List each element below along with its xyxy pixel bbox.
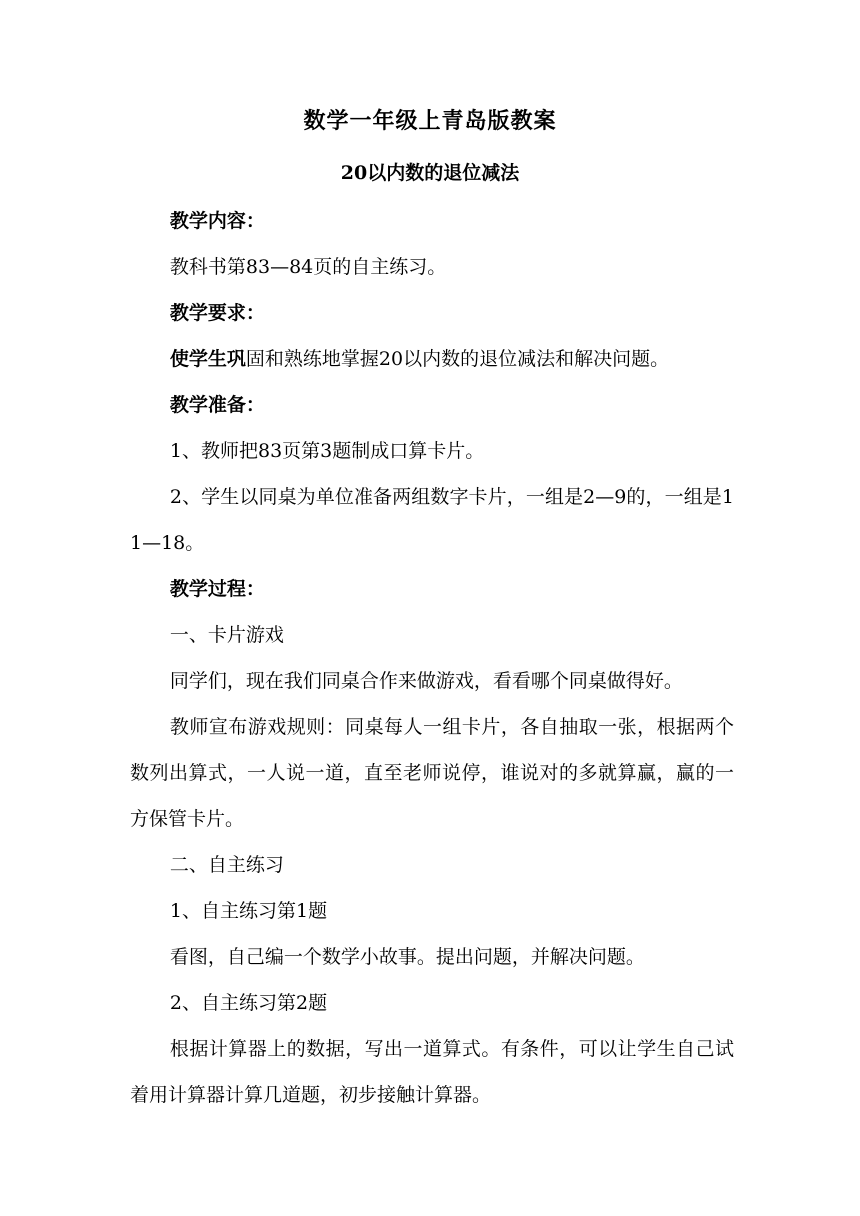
exercise-2-text: 根据计算器上的数据，写出一道算式。有条件，可以让学生自己试着用计算器计算几道题，初步接触计算器。 xyxy=(130,1038,734,1106)
content-text: 教科书第83—84页的自主练习。 xyxy=(169,256,447,278)
preparation-item-2: 2、学生以同桌为单位准备两组数字卡片，一组是2—9的，一组是11—18。 xyxy=(130,486,734,554)
part-1-text-2: 教师宣布游戏规则：同桌每人一组卡片，各自抽取一张，根据两个数列出算式，一人说一道，直至老师说停，谁说对的多就算赢，赢的一方保管卡片。 xyxy=(130,716,734,830)
document-body xyxy=(130,198,734,1118)
preparation-heading: 教学准备： xyxy=(169,394,265,416)
preparation-item-1: 1、教师把83页第3题制成口算卡片。 xyxy=(169,440,485,462)
exercise-1-heading: 1、自主练习第1题 xyxy=(169,900,328,922)
exercise-1-text: 看图，自己编一个数学小故事。提出问题，并解决问题。 xyxy=(169,946,645,968)
document-subtitle: 20以内数的退位减法 xyxy=(340,162,520,184)
process-heading: 教学过程： xyxy=(169,578,265,600)
part-2-heading: 二、自主练习 xyxy=(169,854,284,876)
requirements-text: 固和熟练地掌握20以内数的退位减法和解决问题。 xyxy=(245,348,670,370)
requirements-heading: 教学要求： xyxy=(169,302,265,324)
part-1-heading: 一、卡片游戏 xyxy=(169,624,284,646)
requirements-paragraph xyxy=(130,336,734,382)
content-heading: 教学内容： xyxy=(169,210,265,232)
part-1-text-1: 同学们，现在我们同桌合作来做游戏，看看哪个同桌做得好。 xyxy=(169,670,683,692)
exercise-2-heading: 2、自主练习第2题 xyxy=(169,992,328,1014)
document-title: 数学一年级上青岛版教案 xyxy=(303,108,557,134)
requirements-bold-text: 使学生巩 xyxy=(169,348,246,370)
